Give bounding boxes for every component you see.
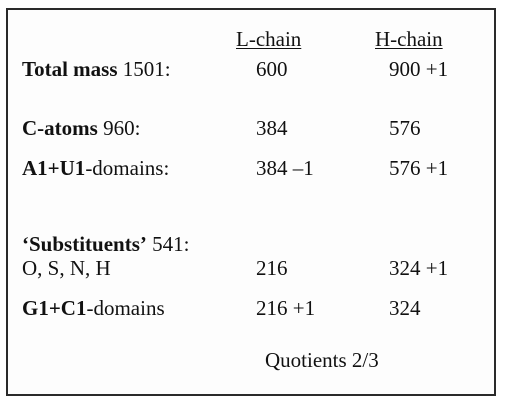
label-rest: 541:: [146, 232, 190, 256]
row-osnh-label: O, S, N, H: [22, 256, 111, 280]
label-rest: 960:: [97, 116, 141, 140]
row-g1c1-hchain: 324: [389, 296, 421, 320]
header-h-chain: H-chain: [375, 27, 443, 51]
label-bold: C-atoms: [22, 116, 98, 140]
row-g1c1-label: [22, 296, 165, 320]
label-bold: G1+C1: [22, 296, 87, 320]
row-a1u1-label: [22, 156, 169, 180]
row-g1c1-lchain: 216 +1: [256, 296, 316, 320]
row-osnh-hchain: 324 +1: [389, 256, 449, 280]
row-substituents-label: [22, 232, 189, 256]
label-rest: -domains: [86, 296, 165, 320]
row-c-atoms-hchain: 576: [389, 116, 421, 140]
row-osnh-lchain: 216: [256, 256, 288, 280]
footer-quotients: Quotients 2/3: [265, 348, 379, 372]
row-a1u1-lchain: 384 –1: [256, 156, 314, 180]
row-total-mass-lchain: 600: [256, 57, 288, 81]
row-total-mass-label: [22, 57, 171, 81]
label-bold: Total mass: [22, 57, 118, 81]
row-a1u1-hchain: 576 +1: [389, 156, 449, 180]
label-bold: ‘Substituents’: [22, 232, 147, 256]
label-bold: A1+U1: [22, 156, 86, 180]
row-total-mass-hchain: 900 +1: [389, 57, 449, 81]
row-c-atoms-label: [22, 116, 140, 140]
label-rest: -domains:: [85, 156, 170, 180]
label-rest: 1501:: [117, 57, 171, 81]
header-l-chain: L-chain: [236, 27, 302, 51]
row-c-atoms-lchain: 384: [256, 116, 288, 140]
